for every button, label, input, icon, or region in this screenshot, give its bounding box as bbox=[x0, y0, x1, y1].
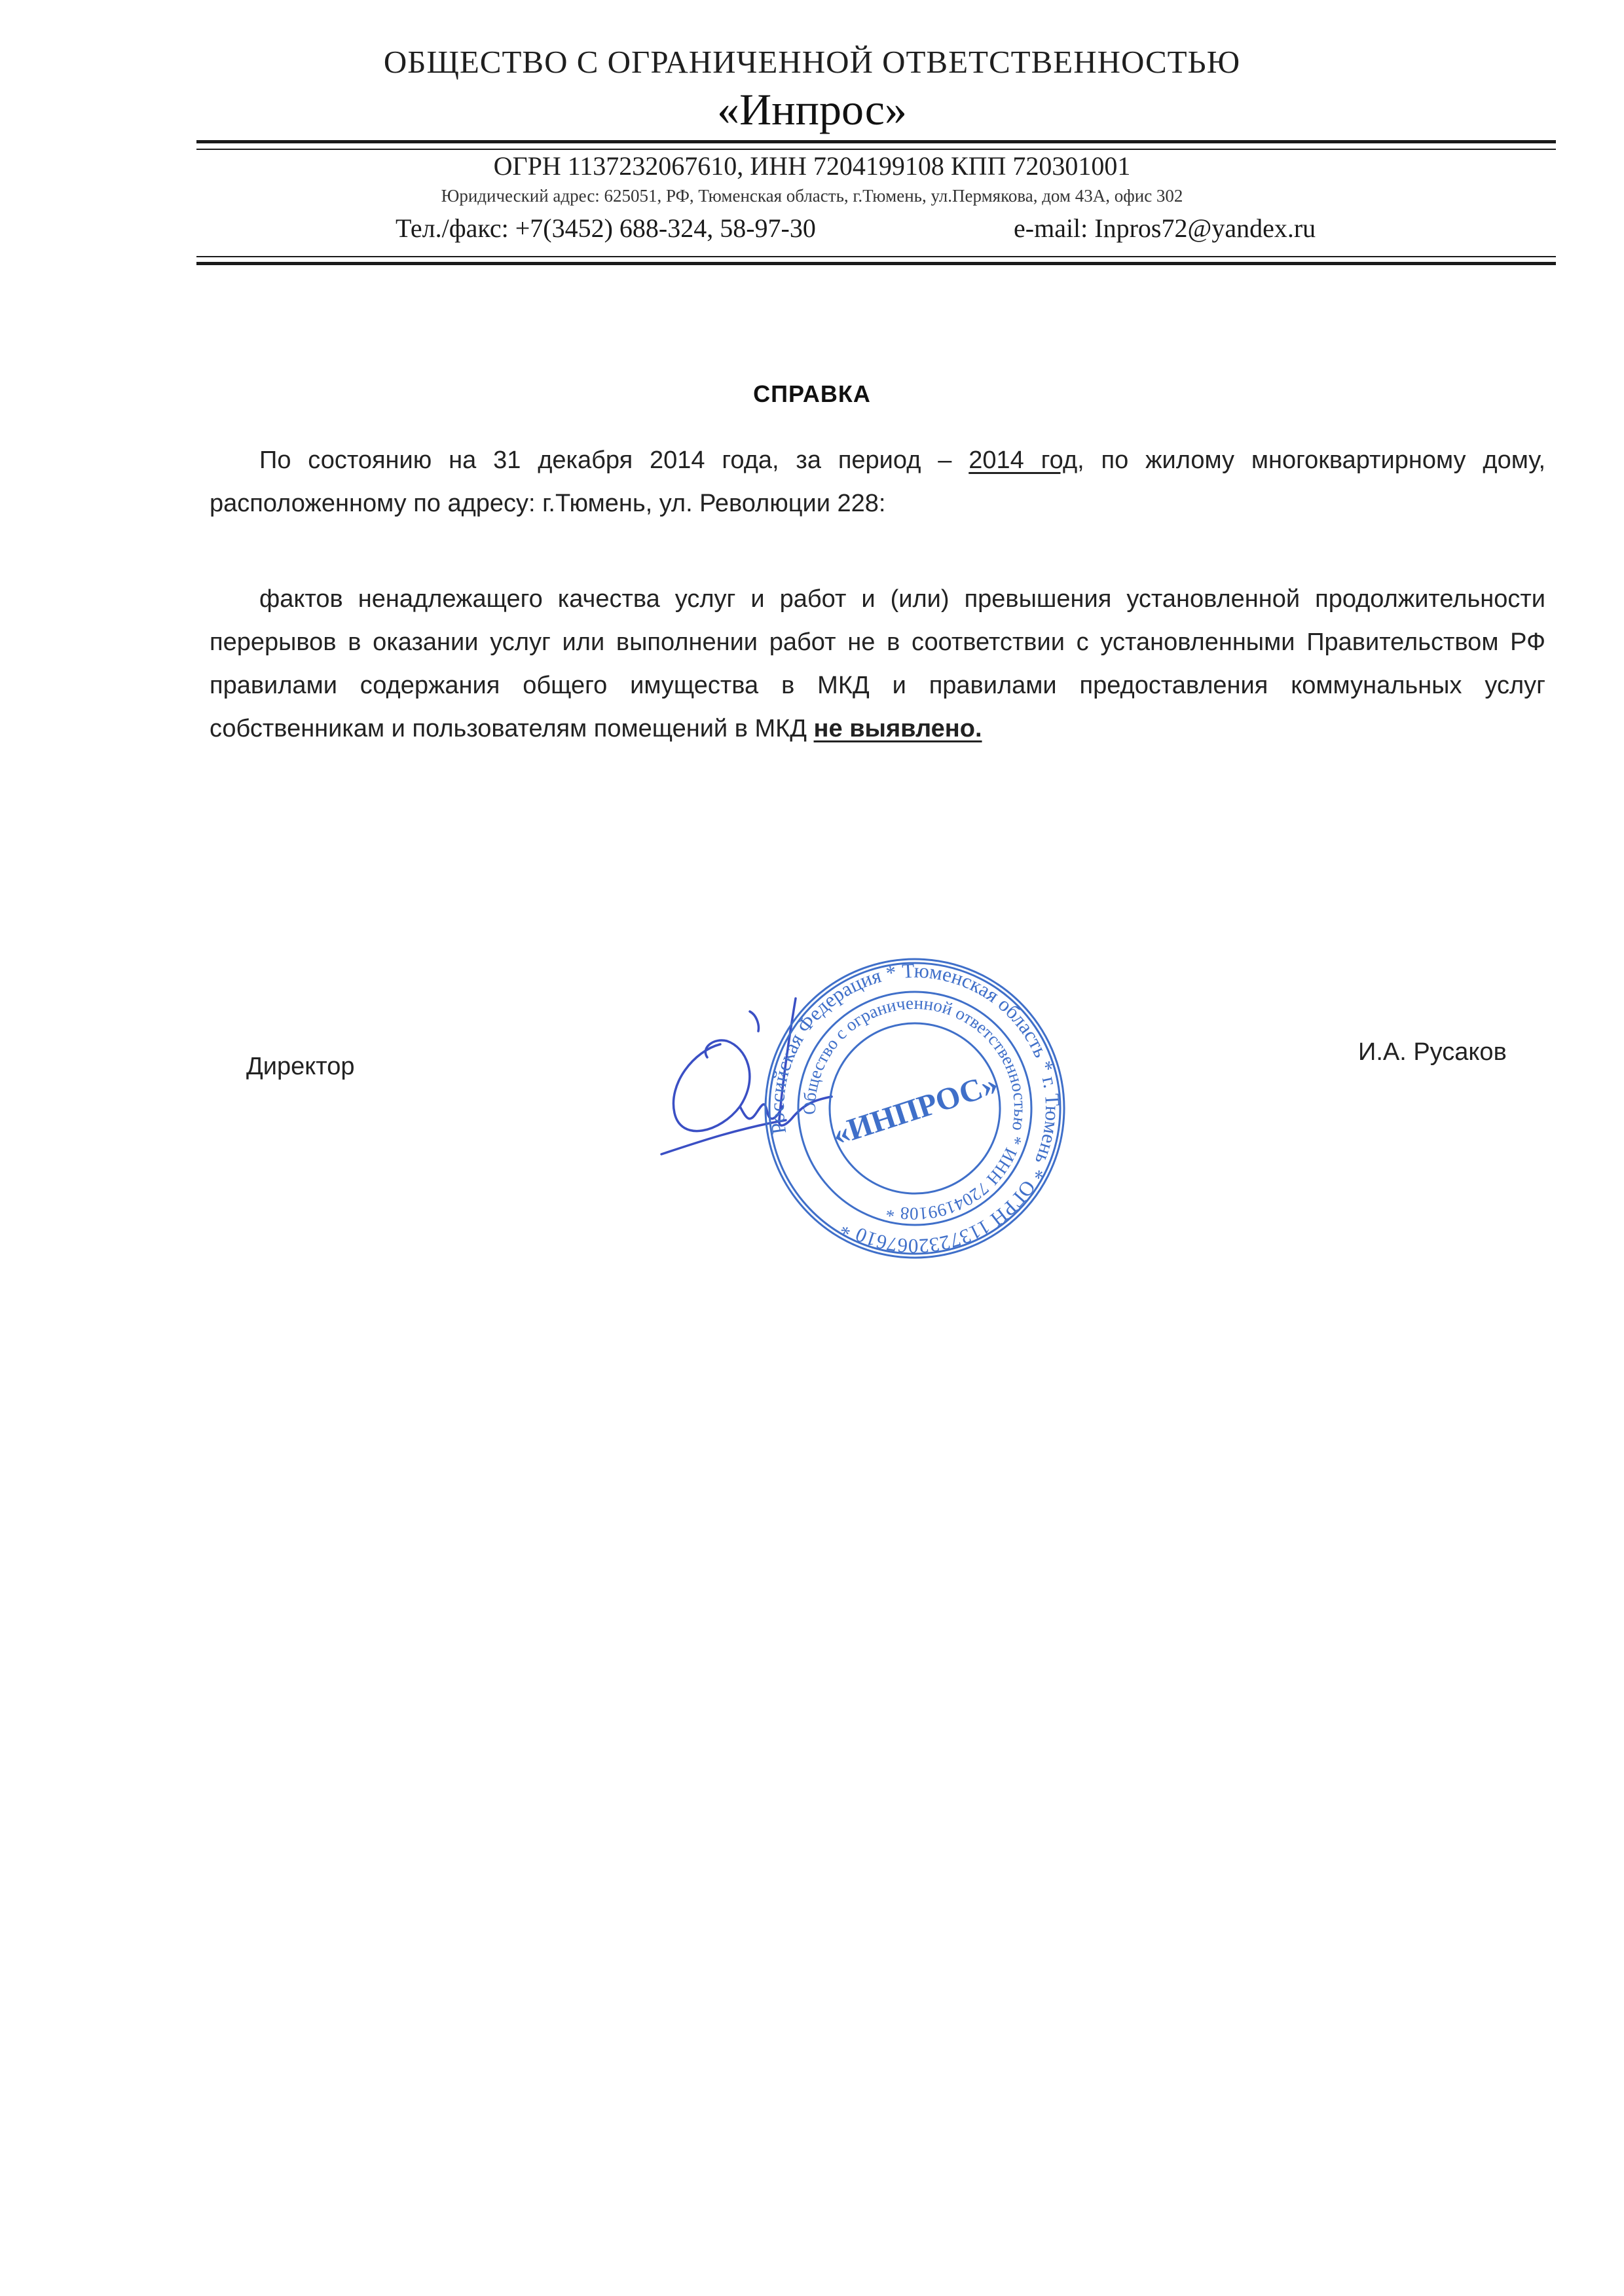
letterhead-email: e-mail: Inpros72@yandex.ru bbox=[1014, 213, 1316, 243]
paragraph-1-text-end: , по жилому многоквартирному дому, расположенному по адресу: г.Тюмень, ул. Революции 228: bbox=[210, 446, 1546, 517]
letterhead-registration: ОГРН 1137232067610, ИНН 7204199108 КПП 720301001 bbox=[493, 151, 1131, 181]
letterhead-rule-top-thin bbox=[196, 149, 1556, 150]
paragraph-reference-period bbox=[210, 439, 1545, 525]
letterhead-company-type: ОБЩЕСТВО С ОГРАНИЧЕННОЙ ОТВЕТСТВЕННОСТЬЮ bbox=[383, 44, 1241, 80]
paragraph-1-period: 2014 год bbox=[969, 446, 1078, 474]
letterhead-rule-top-thick bbox=[196, 140, 1556, 143]
letterhead-rule-bottom-thick bbox=[196, 262, 1556, 265]
signatory-position: Директор bbox=[246, 1053, 355, 1080]
paragraph-2-text: фактов ненадлежащего качества услуг и работ и (или) превышения установленной продолжительности перерывов в оказании услуг или выполнении работ не в соответствии с установленными Правительством РФ правилами содержания общего имущества в МКД и правилами предоставления коммунальных услуг собственникам и пользователям помещений в МКД bbox=[210, 585, 1545, 742]
seal-center-text: «ИНПРОС» bbox=[828, 1066, 1003, 1153]
letterhead-phone: Тел./факс: +7(3452) 688-324, 58-97-30 bbox=[396, 213, 816, 243]
letterhead-company-name: «Инпрос» bbox=[717, 84, 907, 134]
letterhead-rule-bottom-thin bbox=[196, 256, 1556, 257]
document-title: СПРАВКА bbox=[753, 380, 871, 407]
paragraph-2-result: не выявлено. bbox=[813, 715, 982, 742]
paragraph-findings bbox=[210, 577, 1545, 750]
signatory-name: И.А. Русаков bbox=[1358, 1038, 1507, 1066]
paragraph-1-text-start: По состоянию на 31 декабря 2014 года, за период – bbox=[259, 446, 969, 474]
seal-inner-text: Общество с ограниченной ответственностью * ИНН 7204199108 * bbox=[799, 993, 1031, 1224]
seal-outer-text: Российская Федерация * Тюменская область * г. Тюмень * ОГРН 1137232067610 * bbox=[765, 958, 1065, 1258]
letterhead-legal-address: Юридический адрес: 625051, РФ, Тюменская область, г.Тюмень, ул.Пермякова, дом 43А, офис 302 bbox=[441, 186, 1183, 206]
company-seal bbox=[761, 955, 1069, 1262]
